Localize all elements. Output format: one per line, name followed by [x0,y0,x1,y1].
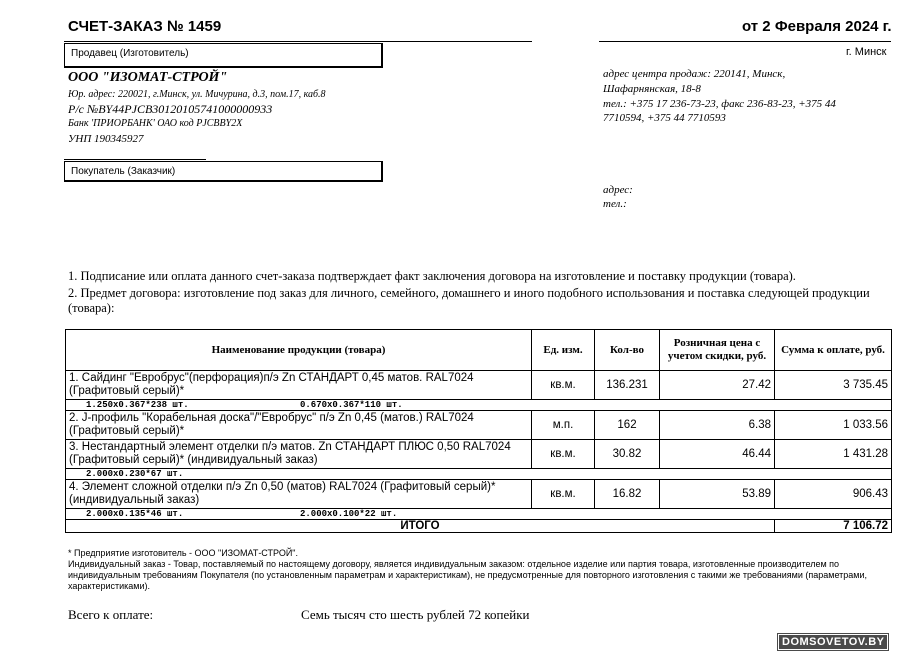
total-label: ИТОГО [66,520,775,533]
item-qty: 16.82 [595,480,660,509]
item-dimensions-row [66,400,892,411]
header-divider-right [599,41,891,42]
table-row [66,371,892,400]
footnote-manufacturer: * Предприятие изготовитель - ООО "ИЗОМАТ-СТРОЙ". [68,548,298,558]
buyer-box-label: Покупатель (Заказчик) [64,161,383,182]
item-dimension: 1.250x0.367*238 шт. [86,400,189,410]
item-sum: 3 735.45 [775,371,892,400]
item-qty: 30.82 [595,440,660,469]
table-header-row [66,330,892,371]
header-name: Наименование продукции (товара) [66,330,532,371]
seller-box-label: Продавец (Изготовитель) [64,43,383,68]
item-dimension: 2.000x0.135*46 шт. [86,509,184,519]
terms-line-1: 1. Подписание или оплата данного счет-заказа подтверждает факт заключения договора на изготовление и поставку продукции (товара). [68,269,796,283]
item-name: 4. Элемент сложной отделки п/э Zn 0,50 (матов) RAL7024 (Графитовый серый)* (индивидуальный заказ) [66,480,532,509]
seller-phones-line1: тел.: +375 17 236-73-23, факс 236-83-23, +375 44 [603,98,836,110]
item-name: 2. J-профиль "Корабельная доска"/"Евробрус" п/э Zn 0,45 (матов.) RAL7024 (Графитовый серый)* [66,411,532,440]
total-words-label: Всего к оплате: [68,607,154,622]
total-words-value: Семь тысяч сто шесть рублей 72 копейки [301,607,530,622]
total-row [66,520,892,533]
header-price: Розничная цена с учетом скидки, руб. [660,330,775,371]
item-unit: кв.м. [532,371,595,400]
table-row [66,411,892,440]
item-dimensions-row [66,509,892,520]
table-row [66,480,892,509]
item-dimensions [66,469,892,480]
item-price: 6.38 [660,411,775,440]
item-price: 27.42 [660,371,775,400]
table-row [66,440,892,469]
header-unit: Ед. изм. [532,330,595,371]
seller-phones-line2: 7710594, +375 44 7710593 [603,112,726,124]
header-divider-left [64,41,532,42]
header-qty: Кол-во [595,330,660,371]
sales-address-line1: адрес центра продаж: 220141, Минск, [603,68,786,80]
terms-line-2: 2. Предмет договора: изготовление под заказ для личного, семейного, домашнего и иного подобного использования и поставка следующей продукции (товара): [68,286,870,315]
item-sum: 906.43 [775,480,892,509]
item-qty: 136.231 [595,371,660,400]
seller-account: Р/с №BY44PJCB30120105741000000933 [68,102,273,116]
seller-legal-address: Юр. адрес: 220021, г.Минск, ул. Мичурина, д.3, пом.17, каб.8 [68,89,326,100]
item-dimensions [66,400,892,411]
item-dimensions [66,509,892,520]
seller-bank: Банк 'ПРИОРБАНК' ОАО код PJCBBY2X [68,118,243,129]
item-unit: м.п. [532,411,595,440]
buyer-phone-label: тел.: [603,198,627,210]
footnotes [68,548,893,592]
seller-name: ООО "ИЗОМАТ-СТРОЙ" [68,70,228,85]
item-name: 1. Сайдинг "Евробрус"(перфорация)п/э Zn СТАНДАРТ 0,45 матов. RAL7024 (Графитовый серый)* [66,371,532,400]
item-sum: 1 431.28 [775,440,892,469]
footnote-individual-order: Индивидуальный заказ - Товар, поставляемый по настоящему договору, является индивидуальным заказом: отдельное изделие или партия товара, изготовленные производителем по индивидуальным требованиям Покупателя (по установленным параметрам и характеристикам), не предусмотренные для повторного изготовления с такими же требованиями (параметрами, характеристиками). [68,559,868,591]
item-unit: кв.м. [532,440,595,469]
buyer-divider [64,159,206,160]
buyer-address-label: адрес: [603,184,633,196]
total-value: 7 106.72 [775,520,892,533]
item-qty: 162 [595,411,660,440]
city-label: г. Минск [846,46,887,58]
watermark: DOMSOVETOV.BY [778,634,888,650]
item-dimension: 2.000x0.100*22 шт. [300,509,398,519]
invoice-title: СЧЕТ-ЗАКАЗ № 1459 [68,18,222,35]
seller-unp: УНП 190345927 [68,133,144,145]
item-dimensions-row [66,469,892,480]
invoice-date: от 2 Февраля 2024 г. [742,18,892,35]
item-price: 53.89 [660,480,775,509]
item-price: 46.44 [660,440,775,469]
item-sum: 1 033.56 [775,411,892,440]
item-dimension: 2.000x0.230*67 шт. [86,469,184,479]
item-unit: кв.м. [532,480,595,509]
header-sum: Сумма к оплате, руб. [775,330,892,371]
items-table [65,329,892,533]
sales-address-line2: Шафарнянская, 18-8 [603,83,701,95]
item-name: 3. Нестандартный элемент отделки п/э матов. Zn СТАНДАРТ ПЛЮС 0,50 RAL7024 (Графитовый серый)* (индивидуальный заказ) [66,440,532,469]
item-dimension: 0.670x0.367*110 шт. [300,400,403,410]
